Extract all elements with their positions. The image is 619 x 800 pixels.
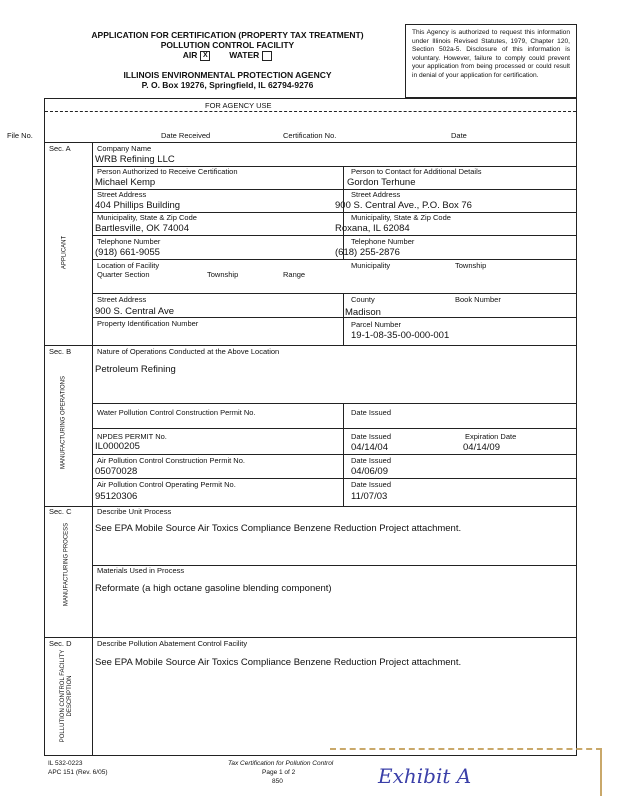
fac-street-value[interactable]: 900 S. Central Ave	[95, 306, 175, 317]
certification-no-label: Certification No.	[283, 131, 337, 140]
contact-label: Person to Contact for Additional Details	[351, 167, 482, 176]
pin-label: Property Identification Number	[97, 319, 199, 328]
agency-address: P. O. Box 19276, Springfield, IL 62794-9276	[141, 80, 314, 90]
expiration-value[interactable]: 04/14/09	[463, 442, 500, 453]
sec-a-tag: Sec. A	[49, 144, 71, 153]
sec-c-side-label: MANUFACTURING PROCESS	[63, 522, 70, 607]
person-label: Person Authorized to Receive Certification	[97, 167, 238, 176]
air-operating-value[interactable]: 95120306	[95, 491, 138, 502]
phone-label: Telephone Number	[97, 237, 161, 246]
person-value[interactable]: Michael Kemp	[95, 177, 156, 188]
date-label: Date	[451, 131, 467, 140]
quarter-label: Quarter Section	[97, 270, 150, 279]
materials-label: Materials Used in Process	[97, 566, 185, 575]
contact-value[interactable]: Gordon Terhune	[347, 177, 416, 188]
abatement-value[interactable]: See EPA Mobile Source Air Toxics Compliance Benzene Reduction Project attachment.	[95, 657, 462, 668]
date-received-label: Date Received	[161, 131, 211, 140]
npdes-value[interactable]: IL0000205	[95, 441, 140, 452]
form-id: IL 532-0223	[48, 760, 83, 767]
sec-b-tag: Sec. B	[49, 347, 72, 356]
company-name-value[interactable]: WRB Refining LLC	[95, 154, 175, 165]
phone2-label: Telephone Number	[351, 237, 415, 246]
street-label: Street Address	[97, 190, 147, 199]
air-label: AIR	[182, 50, 198, 60]
muni2-value[interactable]: Roxana, IL 62084	[335, 223, 410, 234]
sec-d-side-label: POLLUTION CONTROL FACILITY DESCRIPTION	[60, 649, 73, 743]
expiration-label: Expiration Date	[465, 432, 517, 441]
township-label: Township	[207, 270, 239, 279]
abatement-label: Describe Pollution Abatement Control Facility	[97, 639, 248, 648]
privacy-notice: This Agency is authorized to request this information under Illinois Revised Statutes, 1979, Chapter 120, Section 502a-5. Disclosure of this information is voluntary. However, failure to comply could prevent your application from being processed or could result in denial of your application for certification.	[405, 24, 577, 98]
footer-number: 850	[272, 778, 283, 785]
parcel-value[interactable]: 19-1-08-35-00-000-001	[351, 330, 450, 341]
air-construction-label: Air Pollution Control Construction Permit No.	[97, 456, 245, 465]
air-operating-date-value[interactable]: 11/07/03	[351, 491, 388, 502]
phone-value[interactable]: (918) 661-9055	[95, 247, 160, 258]
street-value[interactable]: 404 Phillips Building	[95, 200, 181, 211]
municipality-label: Municipality	[351, 261, 391, 270]
form-title: APPLICATION FOR CERTIFICATION (PROPERTY TAX TREATMENT)	[91, 30, 364, 40]
muni2-label: Municipality, State & Zip Code	[351, 213, 451, 222]
air-construction-date-value[interactable]: 04/06/09	[351, 466, 388, 477]
footer-page: Page 1 of 2	[262, 769, 296, 776]
township2-label: Township	[455, 261, 487, 270]
muni-label: Municipality, State & Zip Code	[97, 213, 197, 222]
agency-name: ILLINOIS ENVIRONMENTAL PROTECTION AGENCY	[123, 70, 332, 80]
sec-b-side-label: MANUFACTURING OPERATIONS	[60, 376, 67, 469]
npdes-label: NPDES PERMIT No.	[97, 432, 167, 441]
book-label: Book Number	[455, 295, 501, 304]
county-value[interactable]: Madison	[345, 307, 381, 318]
air-construction-value[interactable]: 05070028	[95, 466, 138, 477]
fac-street-label: Street Address	[97, 295, 147, 304]
water-checkbox[interactable]	[262, 51, 272, 61]
file-no-label: File No.	[7, 131, 33, 140]
water-date-label: Date Issued	[351, 408, 392, 417]
operations-label: Nature of Operations Conducted at the Above Location	[97, 347, 280, 356]
company-name-label: Company Name	[97, 144, 152, 153]
range-label: Range	[283, 270, 306, 279]
footer-center-title: Tax Certification for Pollution Control	[228, 760, 334, 767]
air-checkbox[interactable]: X	[200, 51, 210, 61]
exhibit-handwriting: Exhibit A	[378, 764, 472, 788]
parcel-label: Parcel Number	[351, 320, 402, 329]
phone2-value[interactable]: (618) 255-2876	[335, 247, 400, 258]
air-operating-label: Air Pollution Control Operating Permit No.	[97, 480, 236, 489]
street2-label: Street Address	[351, 190, 401, 199]
unit-process-label: Describe Unit Process	[97, 507, 172, 516]
npdes-date-label: Date Issued	[351, 432, 392, 441]
sec-a-side-label: APPLICANT	[61, 235, 68, 270]
unit-process-value[interactable]: See EPA Mobile Source Air Toxics Compliance Benzene Reduction Project attachment.	[95, 523, 462, 534]
form-subtitle: POLLUTION CONTROL FACILITY	[160, 40, 295, 50]
street2-value[interactable]: 900 S. Central Ave., P.O. Box 76	[335, 200, 472, 211]
form-frame	[7, 98, 577, 756]
location-label: Location of Facility	[97, 261, 160, 270]
county-label: County	[351, 295, 375, 304]
materials-value[interactable]: Reformate (a high octane gasoline blending component)	[95, 583, 332, 594]
sec-d-tag: Sec. D	[49, 639, 72, 648]
air-construction-date-label: Date Issued	[351, 456, 392, 465]
water-permit-label: Water Pollution Control Construction Permit No.	[97, 408, 256, 417]
media-selector	[70, 50, 385, 61]
form-revision: APC 151 (Rev. 6/05)	[48, 769, 108, 776]
npdes-date-value[interactable]: 04/14/04	[351, 442, 388, 453]
muni-value[interactable]: Bartlesville, OK 74004	[95, 223, 189, 234]
sec-c-tag: Sec. C	[49, 507, 72, 516]
air-operating-date-label: Date Issued	[351, 480, 392, 489]
agency-use-title: FOR AGENCY USE	[205, 101, 272, 110]
water-label: WATER	[229, 50, 260, 60]
operations-value[interactable]: Petroleum Refining	[95, 364, 176, 375]
